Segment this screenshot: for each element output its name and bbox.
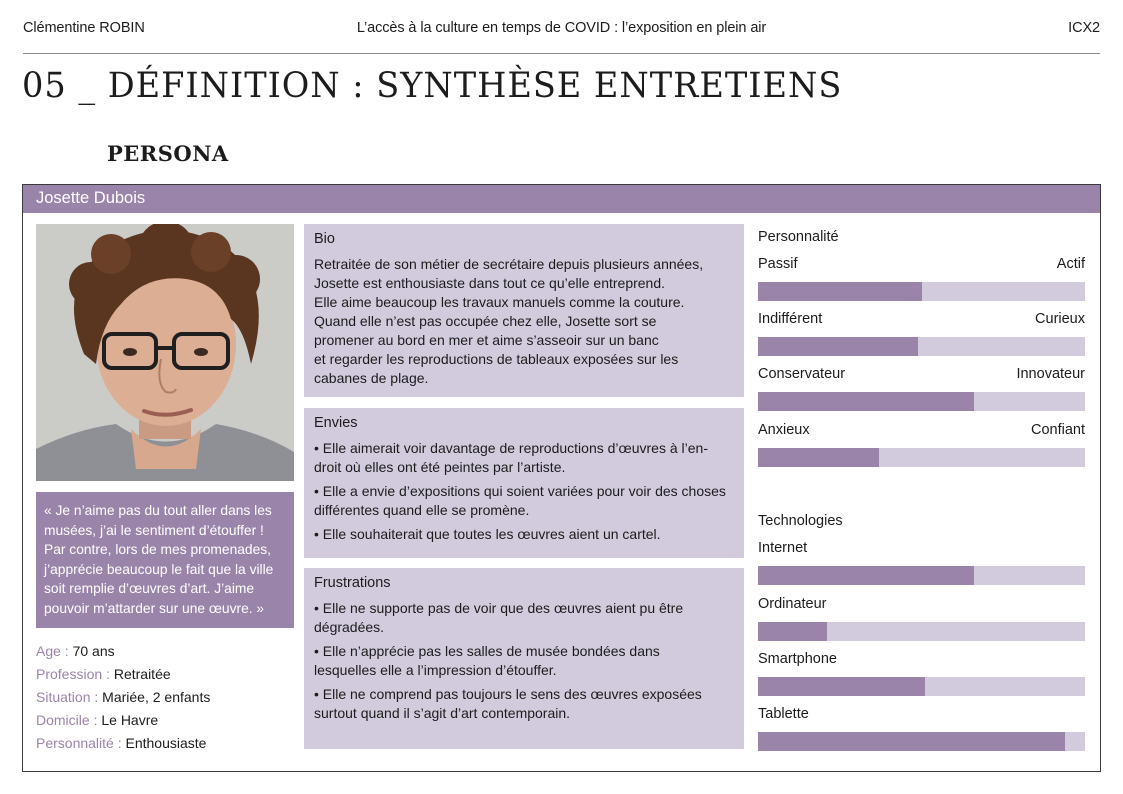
trait-bar-fill bbox=[758, 337, 918, 356]
frustration-item: • Elle ne comprend pas toujours le sens des œuvres exposées surtout quand il s’agit d’art contemporain. bbox=[314, 686, 702, 721]
bio-title: Bio bbox=[314, 231, 335, 247]
fact-domicile bbox=[36, 709, 294, 732]
trait-passif-actif bbox=[758, 256, 1085, 301]
frustrations-title: Frustrations bbox=[314, 575, 391, 591]
fact-label: Domicile : bbox=[36, 712, 98, 728]
trait-bar-fill bbox=[758, 392, 974, 411]
fact-label: Situation : bbox=[36, 689, 99, 705]
author-name: Clémentine ROBIN bbox=[23, 20, 145, 36]
tech-bar bbox=[758, 677, 1085, 696]
tech-smartphone bbox=[758, 651, 1085, 696]
header-divider bbox=[23, 53, 1100, 54]
bio-line: promener au bord en mer et aime s’asseoir sur un banc bbox=[314, 332, 659, 348]
trait-bar bbox=[758, 392, 1085, 411]
frustration-item: • Elle ne supporte pas de voir que des œuvres aient pu être dégradées. bbox=[314, 600, 684, 635]
tech-bar bbox=[758, 622, 1085, 641]
persona-name: Josette Dubois bbox=[23, 185, 1100, 213]
bio-line: Josette est enthousiaste dans tout ce qu’elle entreprend. bbox=[314, 275, 666, 291]
fact-age bbox=[36, 640, 294, 663]
personality-title: Personnalité bbox=[758, 229, 839, 245]
technologies-title: Technologies bbox=[758, 513, 843, 529]
fact-value: 70 ans bbox=[72, 643, 115, 659]
tech-label: Tablette bbox=[758, 706, 809, 722]
tech-bar-fill bbox=[758, 677, 925, 696]
tech-ordinateur bbox=[758, 596, 1085, 641]
frustrations-panel bbox=[304, 568, 744, 749]
tech-bar-fill bbox=[758, 732, 1065, 751]
persona-photo bbox=[36, 224, 294, 481]
trait-left-label: Anxieux bbox=[758, 422, 810, 438]
bio-line: Quand elle n’est pas occupée chez elle, Josette sort se bbox=[314, 313, 657, 329]
bio-panel bbox=[304, 224, 744, 397]
fact-value: Le Havre bbox=[101, 712, 159, 728]
trait-right-label: Curieux bbox=[1035, 311, 1085, 327]
envie-item: • Elle aimerait voir davantage de reproductions d’œuvres à l’en- droit où elles ont été peintes par l’artiste. bbox=[314, 440, 708, 475]
fact-label: Personnalité : bbox=[36, 735, 122, 751]
page-title: 05 _ DÉFINITION : SYNTHÈSE ENTRETIENS bbox=[22, 66, 843, 106]
envies-panel bbox=[304, 408, 744, 558]
bio-line: cabanes de plage. bbox=[314, 370, 429, 386]
envie-item: • Elle souhaiterait que toutes les œuvres aient un cartel. bbox=[314, 526, 661, 542]
bio-text bbox=[314, 255, 734, 388]
fact-label: Age : bbox=[36, 643, 69, 659]
frustration-item: • Elle n’apprécie pas les salles de musée bondées dans lesquelles elle a l’impression d’étouffer. bbox=[314, 643, 660, 678]
trait-left-label: Conservateur bbox=[758, 366, 846, 382]
trait-bar-fill bbox=[758, 282, 922, 301]
fact-profession bbox=[36, 663, 294, 686]
trait-anxieux-confiant bbox=[758, 422, 1085, 467]
fact-value: Enthousiaste bbox=[125, 735, 207, 751]
tech-label: Smartphone bbox=[758, 651, 837, 667]
tech-tablette bbox=[758, 706, 1085, 751]
tech-label: Ordinateur bbox=[758, 596, 827, 612]
course-code: ICX2 bbox=[1068, 20, 1100, 36]
tech-bar-fill bbox=[758, 622, 827, 641]
trait-right-label: Innovateur bbox=[1016, 366, 1085, 382]
trait-conservateur-innovateur bbox=[758, 366, 1085, 411]
fact-personnalite bbox=[36, 732, 294, 755]
project-title: L’accès à la culture en temps de COVID : l’exposition en plein air bbox=[356, 20, 767, 36]
tech-label: Internet bbox=[758, 540, 808, 556]
trait-bar bbox=[758, 448, 1085, 467]
portrait-image bbox=[36, 224, 294, 481]
trait-right-label: Actif bbox=[1056, 256, 1085, 272]
bio-line: et regarder les reproductions de tableaux exposées sur les bbox=[314, 351, 679, 367]
trait-bar-fill bbox=[758, 448, 879, 467]
fact-value: Retraitée bbox=[113, 666, 171, 682]
trait-right-label: Confiant bbox=[1030, 422, 1085, 438]
fact-value: Mariée, 2 enfants bbox=[102, 689, 211, 705]
tech-bar-fill bbox=[758, 566, 974, 585]
tech-internet bbox=[758, 540, 1085, 585]
trait-bar bbox=[758, 282, 1085, 301]
envie-item: • Elle a envie d’expositions qui soient variées pour voir des choses différentes quand elle se promène. bbox=[314, 483, 726, 518]
fact-label: Profession : bbox=[36, 666, 110, 682]
tech-bar bbox=[758, 732, 1085, 751]
envies-title: Envies bbox=[314, 415, 358, 431]
bio-line: Elle aime beaucoup les travaux manuels comme la couture. bbox=[314, 294, 685, 310]
persona-card bbox=[22, 184, 1101, 772]
trait-bar bbox=[758, 337, 1085, 356]
bio-line: Retraitée de son métier de secrétaire depuis plusieurs années, bbox=[314, 256, 704, 272]
trait-indifferent-curieux bbox=[758, 311, 1085, 356]
tech-bar bbox=[758, 566, 1085, 585]
trait-left-label: Indifférent bbox=[758, 311, 823, 327]
trait-left-label: Passif bbox=[758, 256, 798, 272]
page-subtitle: PERSONA bbox=[107, 141, 229, 166]
persona-quote: « Je n’aime pas du tout aller dans les musées, j’ai le sentiment d’étouffer ! Par contre, lors de mes promenades, j’apprécie beaucoup le fait que la ville soit remplie d’œuvres d’art. J’aime pouvoir m’attarder sur une œuvre. » bbox=[36, 492, 294, 628]
persona-facts bbox=[36, 640, 294, 755]
fact-situation bbox=[36, 686, 294, 709]
